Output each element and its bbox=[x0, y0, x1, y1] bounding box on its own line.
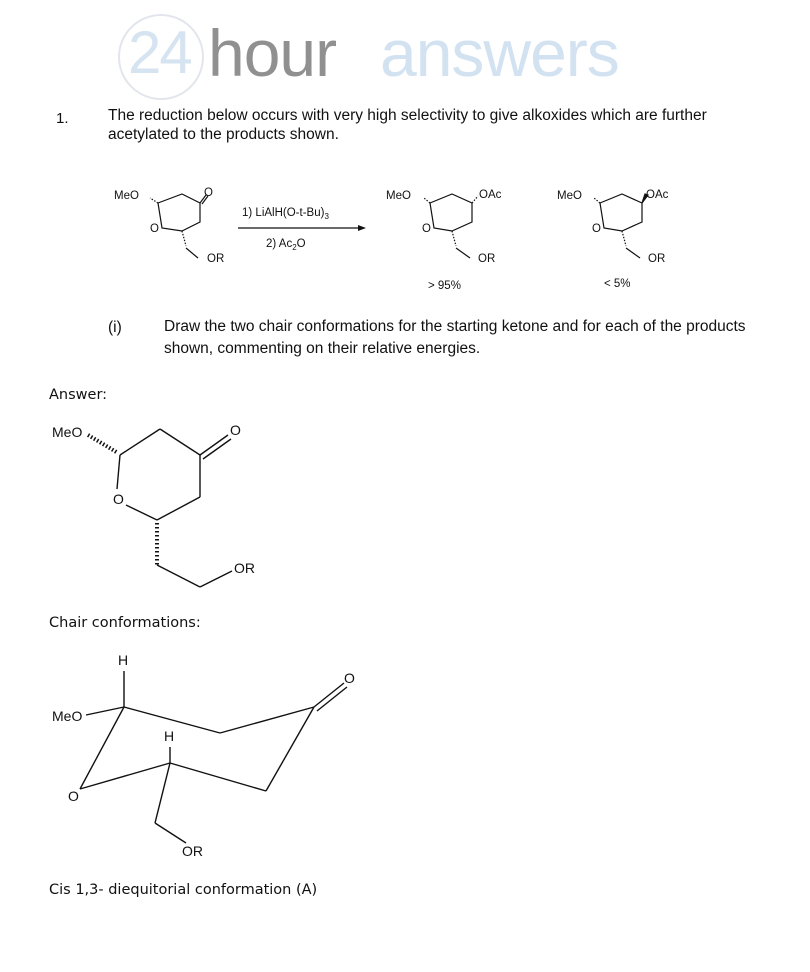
answer-ketone-o-label: O bbox=[230, 422, 241, 438]
p2-meo-label: MeO bbox=[557, 190, 582, 202]
p2-yield: < 5% bbox=[604, 278, 631, 290]
chair-meo-label: MeO bbox=[52, 708, 83, 724]
chair-conformations-label: Chair conformations: bbox=[49, 615, 201, 631]
answer-label: Answer: bbox=[49, 387, 108, 403]
sm-or-label: OR bbox=[207, 253, 225, 265]
subquestion-number: (i) bbox=[108, 319, 122, 336]
subquestion-text: Draw the two chair conformations for the starting ketone and for each of the products shown, commenting on their relative energies. bbox=[164, 318, 746, 357]
reaction-arrowhead bbox=[358, 225, 366, 231]
question-text: The reduction below occurs with very high selectivity to give alkoxides which are further acetylated to the products shown. bbox=[108, 107, 707, 143]
answer-structure bbox=[0, 405, 400, 605]
answer-ring-o-label: O bbox=[113, 491, 124, 507]
sm-ketone-o-label: O bbox=[204, 187, 213, 199]
watermark-text-hour: hour bbox=[208, 16, 337, 90]
p2-ring-o-label: O bbox=[592, 223, 601, 235]
conformation-caption: Cis 1,3- diequitorial conformation (A) bbox=[49, 882, 318, 898]
answer-or-label: OR bbox=[234, 560, 255, 576]
chair-or-label: OR bbox=[182, 843, 203, 859]
p2-oac-label: OAc bbox=[646, 189, 669, 201]
product-minor-structure bbox=[594, 194, 648, 258]
sm-ring-o-label: O bbox=[150, 223, 159, 235]
reagent-2: 2) $Ac_2O$ bbox=[266, 238, 306, 252]
product-major-structure bbox=[424, 194, 478, 258]
p1-meo-label: MeO bbox=[386, 190, 411, 202]
chair-ketone-o-label: O bbox=[344, 670, 355, 686]
p1-oac-label: OAc bbox=[479, 189, 502, 201]
p2-or-label: OR bbox=[648, 253, 666, 265]
chair-ring-o-label: O bbox=[68, 788, 79, 804]
question-number: 1. bbox=[56, 110, 69, 127]
chair-h-top: H bbox=[118, 652, 129, 668]
p1-ring-o-label: O bbox=[422, 223, 431, 235]
answer-meo-label: MeO bbox=[52, 424, 83, 440]
p1-or-label: OR bbox=[478, 253, 496, 265]
chair-conformation-drawing bbox=[0, 645, 420, 870]
chair-h-mid: H bbox=[164, 728, 175, 744]
reagent-1: 1) $LiAlH(O-t-Bu)_3$ bbox=[242, 207, 329, 221]
reaction-scheme bbox=[0, 170, 810, 300]
watermark-text-answers: answers bbox=[380, 16, 619, 90]
sm-meo-label: MeO bbox=[114, 190, 139, 202]
watermark-number: 24 bbox=[128, 19, 191, 86]
p1-yield: > 95% bbox=[428, 280, 461, 292]
